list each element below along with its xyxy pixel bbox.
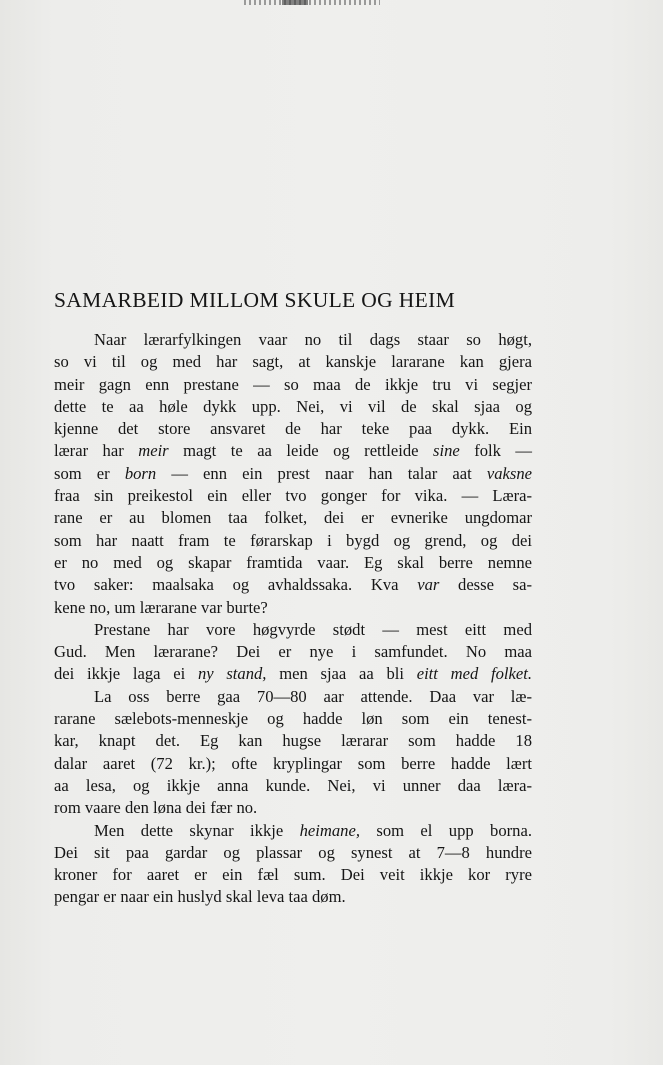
text-run: rom vaare den løna dei fær no. <box>54 798 258 818</box>
text-run: er no med og skapar framtida vaar. Eg skal berre nemne <box>54 552 532 572</box>
text-line <box>54 708 532 730</box>
text-run: meir gagn enn prestane — so maa de ikkje tru vi segjer <box>54 374 532 394</box>
text-run: dei ikkje laga ei <box>54 664 198 684</box>
text-run: kene no, um lærarane var burte? <box>54 597 268 617</box>
text-line <box>54 730 532 752</box>
text-run: rarane sælebots-menneskje og hadde løn som ein tenest- <box>54 709 532 729</box>
text-line <box>54 351 532 373</box>
text-line <box>54 396 532 418</box>
text-line <box>54 463 532 485</box>
text-run: La oss berre gaa 70—80 aar attende. Daa var læ- <box>94 686 532 706</box>
text-run: dalar aaret (72 kr.); ofte kryplingar som berre hadde lært <box>54 753 532 773</box>
text-line <box>54 797 532 819</box>
text-run: kroner for aaret er ein fæl sum. Dei veit ikkje kor ryre <box>54 865 532 885</box>
italic-text: vaksne <box>486 463 532 483</box>
italic-text: ny stand, <box>197 664 267 684</box>
text-line <box>54 686 532 708</box>
text-run: Men dette skynar ikkje <box>94 820 300 840</box>
text-line <box>54 820 532 842</box>
page-title: SAMARBEID MILLOM SKULE OG HEIM <box>54 288 456 312</box>
text-line <box>54 641 532 663</box>
body-text <box>54 329 532 909</box>
text-run: tvo saker: maalsaka og avhaldssaka. Kva <box>54 575 418 595</box>
text-run: pengar er naar ein huslyd skal leva taa døm. <box>54 887 346 907</box>
text-line <box>54 864 532 886</box>
text-line <box>54 842 532 864</box>
text-line <box>54 485 532 507</box>
text-run: lærar har <box>54 441 139 461</box>
text-run: som er <box>54 463 125 483</box>
text-line <box>54 574 532 596</box>
text-run: so vi til og med har sagt, at kanskje lararane kan gjera <box>54 352 532 372</box>
text-line <box>54 440 532 462</box>
text-run: Gud. Men lærarane? Dei er nye i samfundet. No maa <box>54 642 532 662</box>
top-edge-mark <box>244 0 380 5</box>
text-run: men sjaa aa bli <box>266 664 417 684</box>
text-run: kar, knapt det. Eg kan hugse lærarar som hadde 18 <box>54 731 532 751</box>
text-line <box>54 552 532 574</box>
italic-text: var <box>417 575 440 595</box>
text-line <box>54 597 532 619</box>
text-line <box>54 663 532 685</box>
text-run: Prestane har vore høgvyrde stødt — mest eitt med <box>94 619 532 639</box>
text-run: som har naatt fram te førarskap i bygd og grend, og dei <box>54 530 532 550</box>
italic-text: heimane, <box>299 820 360 840</box>
text-run: kjenne det store ansvaret de har teke paa dykk. Ein <box>54 419 532 439</box>
text-line <box>54 530 532 552</box>
text-line <box>54 886 532 908</box>
text-line <box>54 753 532 775</box>
text-run: folk — <box>459 441 532 461</box>
text-line <box>54 418 532 440</box>
text-line <box>54 619 532 641</box>
text-run: desse sa- <box>439 575 532 595</box>
text-run: — enn ein prest naar han talar aat <box>156 463 487 483</box>
italic-text: eitt med folket. <box>416 664 532 684</box>
italic-text: sine <box>433 441 460 461</box>
text-run: dette te aa høle dykk upp. Nei, vi vil de skal sjaa og <box>54 396 532 416</box>
text-run: fraa sin preikestol ein eller tvo gonger for vika. — Læra- <box>54 486 532 506</box>
text-run: som el upp borna. <box>360 820 532 840</box>
text-run: magt te aa leide og rettleide <box>168 441 433 461</box>
text-run: rane er au blomen taa folket, dei er evnerike ungdomar <box>54 508 532 528</box>
italic-text: born <box>124 463 157 483</box>
top-edge-mark-dark <box>282 0 308 5</box>
text-line <box>54 329 532 351</box>
text-line <box>54 374 532 396</box>
text-line <box>54 775 532 797</box>
text-run: Dei sit paa gardar og plassar og synest at 7—8 hundre <box>54 842 532 862</box>
italic-text: meir <box>138 441 169 461</box>
text-run: aa lesa, og ikkje anna kunde. Nei, vi unner daa læra- <box>54 775 532 795</box>
text-run: Naar lærarfylkingen vaar no til dags staar so høgt, <box>94 330 532 349</box>
text-line <box>54 507 532 529</box>
